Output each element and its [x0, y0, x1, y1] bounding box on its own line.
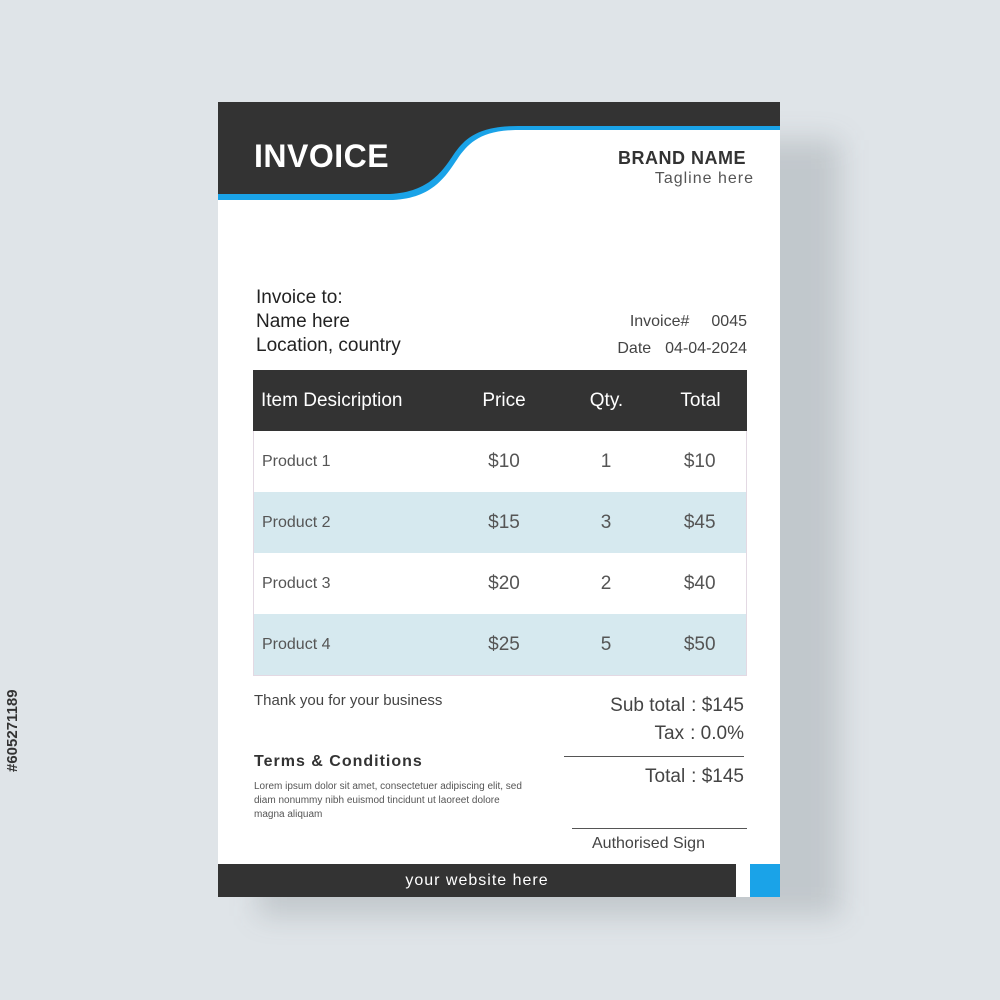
invoice-number: 0045	[711, 312, 747, 330]
cell-qty: 1	[600, 450, 612, 472]
header-total: Total	[680, 389, 721, 411]
cell-qty: 5	[600, 633, 612, 655]
cell-item: Product 1	[262, 452, 331, 470]
bill-to	[256, 286, 401, 358]
cell-total: $50	[683, 633, 716, 655]
subtotal-label: Sub total	[610, 695, 686, 716]
brand-name: BRAND NAME	[618, 148, 746, 168]
bill-to-location: Location, country	[256, 335, 401, 356]
invoice-number-label: Invoice#	[629, 312, 690, 330]
table-body	[253, 431, 747, 676]
footer-accent	[750, 864, 780, 897]
cell-total: $10	[683, 450, 716, 472]
cell-price: $25	[488, 633, 520, 655]
cell-total: $45	[683, 511, 716, 533]
tax-label: Tax	[654, 723, 685, 744]
invoice-number-row	[617, 308, 747, 335]
cell-qty: 2	[600, 572, 612, 594]
items-table	[253, 370, 747, 676]
totals-divider	[564, 756, 744, 757]
table-row	[254, 553, 746, 614]
table-header	[253, 370, 747, 431]
totals-block	[564, 692, 744, 791]
cell-price: $10	[488, 450, 520, 472]
table-row	[254, 431, 746, 492]
brand-tagline: Tagline here	[654, 170, 754, 187]
invoice-title: INVOICE	[254, 138, 390, 174]
subtotal-row	[564, 692, 744, 720]
cell-item: Product 2	[262, 513, 331, 531]
total-label: Total	[645, 766, 686, 787]
tax-value: : 0.0%	[690, 723, 744, 744]
bill-to-label: Invoice to:	[256, 287, 343, 308]
subtotal-value: : $145	[691, 695, 744, 716]
stock-id: #605271189	[4, 689, 21, 772]
table-row	[254, 492, 746, 553]
header-item: Item Desicription	[261, 389, 403, 411]
total-value: : $145	[691, 766, 744, 787]
header-price: Price	[482, 389, 526, 411]
footer-gap	[736, 864, 750, 897]
cell-total: $40	[683, 572, 716, 594]
footer-website: your website here	[405, 871, 549, 889]
cell-price: $15	[488, 511, 520, 533]
cell-price: $20	[488, 572, 520, 594]
table-row	[254, 614, 746, 675]
bill-to-name: Name here	[256, 311, 350, 332]
total-row	[564, 763, 744, 791]
invoice-date-label: Date	[617, 339, 652, 357]
invoice-date: 04-04-2024	[665, 339, 747, 357]
signature-label: Authorised Sign	[592, 835, 705, 852]
invoice-meta	[617, 308, 747, 362]
invoice-sheet	[218, 102, 780, 897]
thank-you-note: Thank you for your business	[254, 692, 443, 709]
terms-body: Lorem ipsum dolor sit amet, consectetuer adipiscing elit, sed diam nonummy nibh euismod tincidunt ut laoreet dolore magna aliquam	[254, 781, 522, 820]
cell-qty: 3	[600, 511, 612, 533]
footer-bar	[218, 864, 736, 897]
terms-title: Terms & Conditions	[254, 753, 423, 770]
invoice-date-row	[617, 335, 747, 362]
signature-line	[572, 828, 747, 829]
header-qty: Qty.	[589, 389, 624, 411]
cell-item: Product 3	[262, 574, 331, 592]
cell-item: Product 4	[262, 635, 331, 653]
tax-row	[564, 720, 744, 748]
